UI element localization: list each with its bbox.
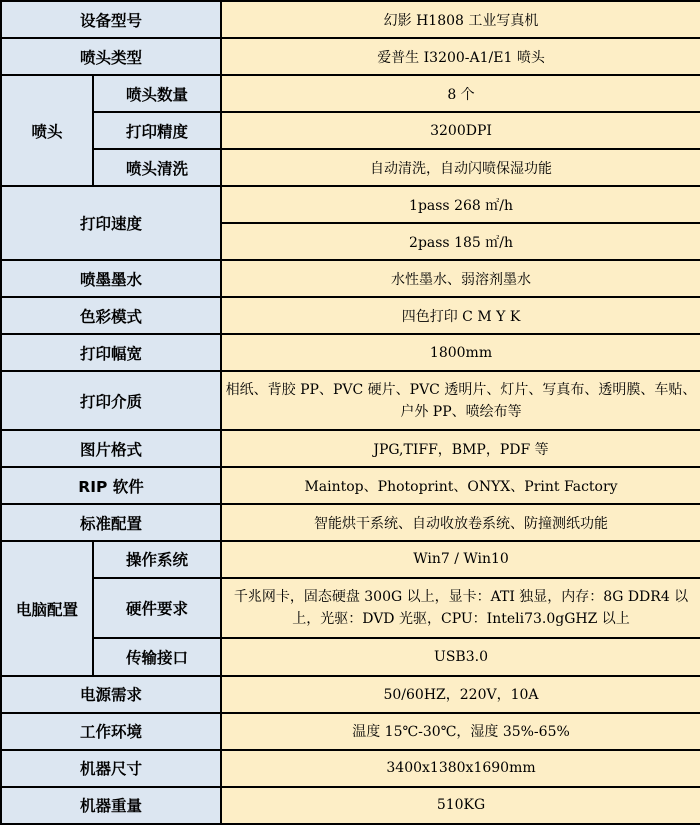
value-image-format: JPG,TIFF，BMP，PDF 等 bbox=[221, 430, 700, 467]
label-model: 设备型号 bbox=[1, 1, 221, 38]
value-hardware: 千兆网卡，固态硬盘 300G 以上，显卡：ATI 独显，内存：8G DDR4 以上，光驱：DVD 光驱，CPU：Inteli73.0gGHZ 以上 bbox=[221, 578, 700, 638]
value-speed-2pass: 2pass 185 ㎡/h bbox=[221, 223, 700, 260]
value-nozzle-type: 爱普生 I3200-A1/E1 喷头 bbox=[221, 38, 700, 75]
row-rip bbox=[1, 467, 700, 504]
label-size: 机器尺寸 bbox=[1, 750, 221, 787]
value-interface: USB3.0 bbox=[221, 638, 700, 676]
row-size bbox=[1, 750, 700, 787]
label-nozzle-type: 喷头类型 bbox=[1, 38, 221, 75]
value-ink: 水性墨水、弱溶剂墨水 bbox=[221, 260, 700, 297]
label-precision: 打印精度 bbox=[93, 112, 221, 149]
label-interface: 传输接口 bbox=[93, 638, 221, 676]
label-computer-group: 电脑配置 bbox=[1, 541, 93, 675]
row-standard bbox=[1, 504, 700, 541]
label-hardware: 硬件要求 bbox=[93, 578, 221, 638]
row-speed-1 bbox=[1, 186, 700, 223]
row-color-mode bbox=[1, 297, 700, 334]
value-environment: 温度 15℃-30℃，湿度 35%-65% bbox=[221, 713, 700, 750]
row-weight bbox=[1, 787, 700, 824]
label-power: 电源需求 bbox=[1, 676, 221, 713]
value-weight: 510KG bbox=[221, 787, 700, 824]
row-interface bbox=[1, 638, 700, 676]
label-rip: RIP 软件 bbox=[1, 467, 221, 504]
row-precision bbox=[1, 112, 700, 149]
value-cleaning: 自动清洗，自动闪喷保湿功能 bbox=[221, 149, 700, 186]
row-os bbox=[1, 541, 700, 577]
value-precision: 3200DPI bbox=[221, 112, 700, 149]
value-width: 1800mm bbox=[221, 334, 700, 371]
label-speed: 打印速度 bbox=[1, 186, 221, 260]
value-color-mode: 四色打印 C M Y K bbox=[221, 297, 700, 334]
value-model: 幻影 H1808 工业写真机 bbox=[221, 1, 700, 38]
label-nozzle-group: 喷头 bbox=[1, 75, 93, 186]
label-media: 打印介质 bbox=[1, 371, 221, 430]
label-weight: 机器重量 bbox=[1, 787, 221, 824]
value-os: Win7 / Win10 bbox=[221, 541, 700, 577]
value-power: 50/60HZ，220V，10A bbox=[221, 676, 700, 713]
label-cleaning: 喷头清洗 bbox=[93, 149, 221, 186]
row-cleaning bbox=[1, 149, 700, 186]
label-environment: 工作环境 bbox=[1, 713, 221, 750]
label-color-mode: 色彩模式 bbox=[1, 297, 221, 334]
row-power bbox=[1, 676, 700, 713]
row-width bbox=[1, 334, 700, 371]
value-size: 3400x1380x1690mm bbox=[221, 750, 700, 787]
row-model bbox=[1, 1, 700, 38]
label-image-format: 图片格式 bbox=[1, 430, 221, 467]
label-width: 打印幅宽 bbox=[1, 334, 221, 371]
row-nozzle-count bbox=[1, 75, 700, 112]
value-nozzle-count: 8 个 bbox=[221, 75, 700, 112]
value-rip: Maintop、Photoprint、ONYX、Print Factory bbox=[221, 467, 700, 504]
value-media: 相纸、背胶 PP、PVC 硬片、PVC 透明片、灯片、写真布、透明膜、车贴、户外 PP、喷绘布等 bbox=[221, 371, 700, 430]
value-standard: 智能烘干系统、自动收放卷系统、防撞测纸功能 bbox=[221, 504, 700, 541]
row-media bbox=[1, 371, 700, 430]
row-nozzle-type bbox=[1, 38, 700, 75]
label-nozzle-count: 喷头数量 bbox=[93, 75, 221, 112]
row-hardware bbox=[1, 578, 700, 638]
label-ink: 喷墨墨水 bbox=[1, 260, 221, 297]
row-ink bbox=[1, 260, 700, 297]
row-image-format bbox=[1, 430, 700, 467]
value-speed-1pass: 1pass 268 ㎡/h bbox=[221, 186, 700, 223]
row-environment bbox=[1, 713, 700, 750]
label-standard: 标准配置 bbox=[1, 504, 221, 541]
label-os: 操作系统 bbox=[93, 541, 221, 577]
